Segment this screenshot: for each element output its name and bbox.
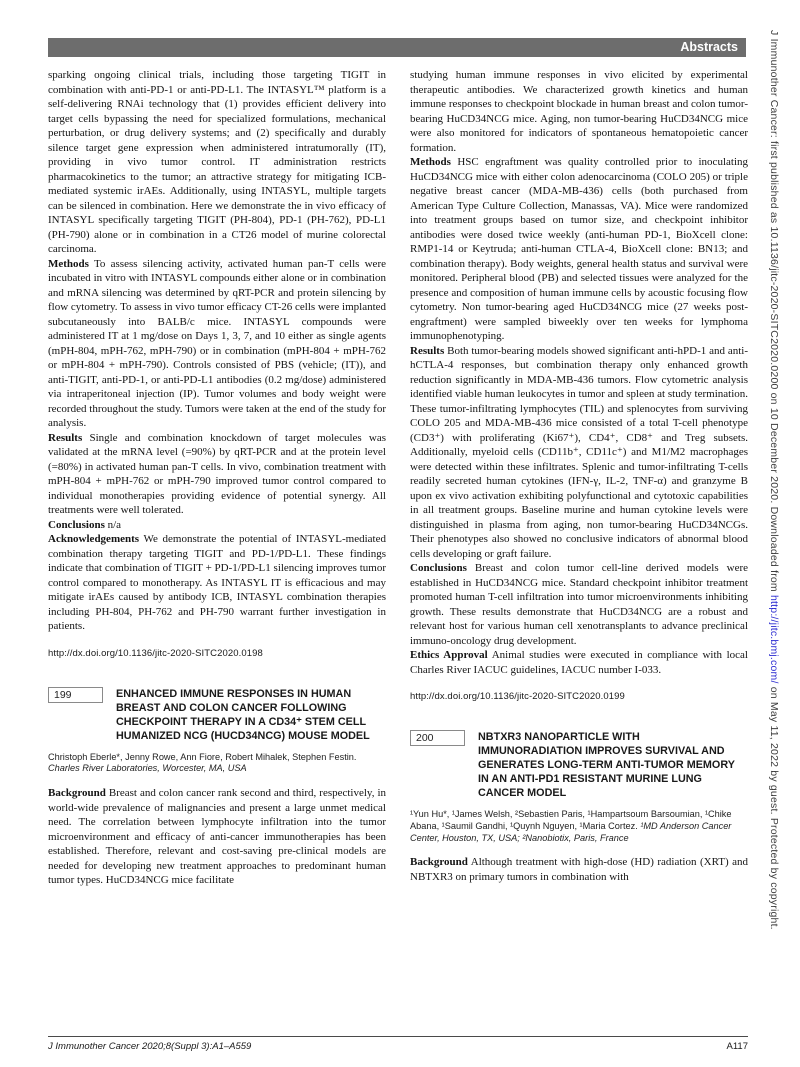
section-text: n/a: [107, 518, 122, 531]
abstract-200-title: NBTXR3 NANOPARTICLE WITH IMMUNORADIATION IMPROVES SURVIVAL AND GENERATES LONG-TERM ANTI-TUMOR MEMORY IN AN ANTI-PD1 RESISTANT MURINE LUNG CANCER MODEL: [478, 731, 735, 799]
abstract-199-header: [48, 687, 386, 743]
provenance-sidebar: [760, 30, 780, 1062]
provenance-text-pre: J Immunother Cancer: first published as 10.1136/jitc-2020-SITC2020.0200 on 10 December 2020. Downloaded from: [768, 30, 780, 595]
section-lead: Conclusions: [48, 518, 105, 531]
abstract-200: [410, 730, 748, 884]
section-text: Single and combination knockdown of target molecules was validated at the mRNA level (=90%) by qRT-PCR and at the protein level (=80%) in activated human pan-T cells. In vivo, combination treatment with mPH-804 + mPH-762 or mPH-790 improved tumor control compared to individual monotherapies providing evidence of potential synergy. All treatments were well tolerated.: [48, 431, 386, 516]
abstract-200-header: [410, 730, 748, 800]
section-lead: Ethics Approval: [410, 649, 488, 661]
abstract-number-badge: 200: [410, 730, 465, 746]
footer-journal-name: J Immunother Cancer: [48, 1041, 140, 1052]
section-text: To assess silencing activity, activated human pan-T cells were incubated in vitro with INTASYL compounds either alone or in combination and mRNA silencing was determined by qRT-PCR and protein silencing by flow cytometry. To assess in vivo tumor efficacy CT-26 cells were implanted subcutaneously into BALB/c mice. INTASYL compounds were administered IT at 1 mg/dose on Days 1, 3, 7, and 10 either as single agents (mPH-804, mPH-762, mPH-790) or in combination (mPH-804 + mPH-762 or mPH-804 + mPH-790). Controls consisted of PBS (vehicle; (IT)), and anti-TIGIT, anti-PD-1, or anti-PD-L1 antibodies (0.2 mg/dose) administered via intraperitoneal injection (IP). Tumor volumes and body weight were recorded throughout the study. Tumors were taken at the end of the study for analysis.: [48, 257, 387, 429]
section-text: HSC engraftment was quality controlled prior to inoculating HuCD34NCG mice with either colon adenocarcinoma (COLO 205) or triple negative breast cancer (MDA-MB-436) cells (both purchased from American Type Culture Collection, Manassas, VA). Mice were randomized into treatment groups based on tumor size, and checkpoint inhibitor antibodies were dosed twice weekly (anti-human PD-1, BioXcell clone: RMP1-14 or Keytruda; anti-human CTLA-4, BioXcell clone: BN13; and combination therapy). Body weights, general health status and survival were monitored. Peripheral blood (PB) and selected tissues were analyzed for the presence and composition of human immune cells by acoustic focusing flow cytometry. Non tumor-bearing aged HuCD34NCG mice (27 weeks post-engraftment) were sampled biweekly over ten weeks for lymphoma immunophenotyping.: [410, 156, 748, 342]
banner-label: Abstracts: [680, 40, 738, 54]
abstract-199-methods: [410, 155, 748, 344]
abstract-199: [48, 687, 386, 888]
abstract-199-ethics: [410, 648, 748, 677]
left-column: [48, 68, 386, 888]
section-text: Both tumor-bearing models showed significant anti-hPD-1 and anti-hCTLA-4 responses, but combination therapy only enhanced growth reduction significantly in MDA-MB-436 tumors. Flow cytometric analysis identified viable human leukocytes in tumor and spleen at study termination. These tumor-infiltrating lymphocytes (TIL) and splenocytes from surviving COLO 205 and MDA-MB-436 mice consisted of a total T-cell phenotype (CD3⁺) with proliferating (Ki67⁺), CD4⁺, CD8⁺ and Treg subsets. Additionally, myeloid cells (CD11b⁺, CD11c⁺) and M1/M2 macrophages were detected within these infiltrates. Splenic and tumor-infiltrating T-cells readily secreted human cytokines (IFN-γ, IL-2, TNF-α) and granzyme B upon ex vivo activation exhibiting polyfunctional and cytotoxic capabilities in all treatment groups. Baseline murine and human cytokine levels were distinguished in plasma from aging, non tumor-bearing HuCD34NCGs. Their phenotypes also showed no conclusive indicators of abnormal blood cells developing or graft failure.: [410, 344, 748, 560]
right-column: [410, 68, 748, 888]
provenance-link[interactable]: http://jitc.bmj.com/: [768, 595, 780, 684]
abstract-198-acknowledgements: [48, 532, 386, 634]
abstract-200-authors: [410, 809, 748, 844]
abstracts-banner: [48, 38, 746, 57]
section-text: Although treatment with high-dose (HD) radiation (XRT) and NBTXR3 on primary tumors in combination with: [410, 856, 748, 883]
section-text: Animal studies were executed in compliance with local Charles River IACUC guidelines, IACUC number I-033.: [410, 649, 748, 676]
author-names: Christoph Eberle*, Jenny Rowe, Ann Fiore, Robert Mihalek, Stephen Festin.: [48, 751, 357, 762]
paragraph-text: sparking ongoing clinical trials, including those targeting TIGIT in combination with anti-PD-1 or anti-PD-L1. The INTASYL™ platform is a self-delivering RNAi technology that (1) provides efficient delivery into target cells bypassing the need for specialized formulations, mechanical perturbation, or drug delivery systems; and (2) specifically and durably silence target gene expression when administered intratumorally (IT), providing in vivo tumor control. IT administration restricts pharmacokinetics to the tumor; an attractive strategy for mitigating ICB-mediated systemic irAEs. Additionally, using INTASYL, multiple targets can be silenced in combination. Here we demonstrate the in vivo efficacy of INTASYL specifically targeting TIGIT (PH-804), PD-1 (PH-762), PD-L1 (PH-790) alone or in combination in a CT26 model of murine colorectal carcinoma.: [48, 69, 386, 255]
abstract-198-conclusions: [48, 518, 386, 533]
section-lead: Acknowledgements: [48, 533, 140, 545]
abstract-200-background: [410, 855, 748, 884]
page-footer: [48, 1036, 748, 1052]
page-number: A117: [726, 1041, 748, 1052]
abstract-198-results: [48, 431, 386, 518]
author-affiliation: Charles River Laboratories, Worcester, MA, USA: [48, 763, 247, 774]
footer-citation-rest: 2020;8(Suppl 3):A1–A559: [139, 1041, 252, 1052]
section-lead: Conclusions: [410, 562, 467, 574]
page-columns: [48, 68, 748, 888]
doi-link-0199[interactable]: http://dx.doi.org/10.1136/jitc-2020-SITC2020.0199: [410, 691, 625, 702]
abstract-198-methods: [48, 257, 386, 431]
section-lead: Results: [410, 344, 445, 357]
abstract-199-continuation: [410, 68, 748, 155]
abstract-198-continuation: [48, 68, 386, 257]
section-lead: Methods: [410, 156, 451, 168]
paragraph-text: studying human immune responses in vivo elicited by experimental therapeutic antibodies. We characterized growth kinetics and human immune responses to checkpoint blockade in human breast and colon tumor-bearing HuCD34NCG mice. Aging, non tumor-bearing HuCD34NCG mice were also monitored for indicators of spontaneous hematopoietic cancer formation.: [410, 69, 748, 154]
abstract-199-authors: [48, 752, 386, 776]
provenance-text-post: on May 11, 2022 by guest. Protected by copyright.: [768, 683, 780, 930]
abstract-number-badge: 199: [48, 687, 103, 703]
abstract-199-title: ENHANCED IMMUNE RESPONSES IN HUMAN BREAST AND COLON CANCER FOLLOWING CHECKPOINT THERAPY IN A CD34⁺ STEM CELL HUMANIZED NCG (HUCD34NCG) MOUSE MODEL: [116, 687, 370, 742]
author-names: ¹Yun Hu*, ¹James Welsh, ²Sebastien Paris, ¹Hampartsoum Barsoumian, ¹Chike Abana, ¹Saumil Gandhi, ¹Quynh Nguyen, ¹Maria Cortez.: [410, 809, 732, 831]
section-lead: Methods: [48, 257, 89, 270]
section-lead: Background: [410, 856, 468, 869]
section-text: Breast and colon tumor cell-line derived models were established in HuCD34NCG mice. Standard checkpoint inhibitor treatment promoted human T-cell infiltration into tumor microenvironments inhibiting growth. These results demonstrate that HuCD34NCG are a robust and relevant host for various human cell xenotransplants to advance preclinical immuno-oncology drug development.: [410, 562, 749, 647]
section-text: Breast and colon cancer rank second and third, respectively, in world-wide prevalence of malignancies and present a large unmet medical need. The correlation between lymphocyte infiltration into the tumor microenvironment and efficacy of anti-cancer immunotherapies has been established. Therefore, relevant and cost-saving pre-clinical models are needed for developing new treatment approaches to predominant human tumor types. HuCD34NCG mice facilitate: [48, 787, 386, 887]
footer-citation: [48, 1041, 251, 1052]
doi-link-0198[interactable]: http://dx.doi.org/10.1136/jitc-2020-SITC2020.0198: [48, 647, 263, 659]
section-text: We demonstrate the potential of INTASYL-mediated combination therapy targeting TIGIT and PD-1/PD-L1. These findings indicate that combination of TIGIT + PD-1/PD-L1 silencing improves tumor control compared to monotherapy. As INTASYL IT is efficacious and may mitigate irAEs caused by antibody ICB, INTASYL combination therapies including PH-804, PH-762 and PH-790 warrant further investigation in patients.: [48, 533, 386, 632]
section-lead: Results: [48, 431, 83, 444]
section-lead: Background: [48, 787, 106, 800]
abstract-199-conclusions: [410, 561, 748, 648]
abstract-199-background: [48, 786, 386, 888]
author-affiliation: ¹MD Anderson Cancer Center, Houston, TX, USA; ²Nanobiotix, Paris, France: [410, 820, 732, 843]
abstract-199-results: [410, 344, 748, 562]
